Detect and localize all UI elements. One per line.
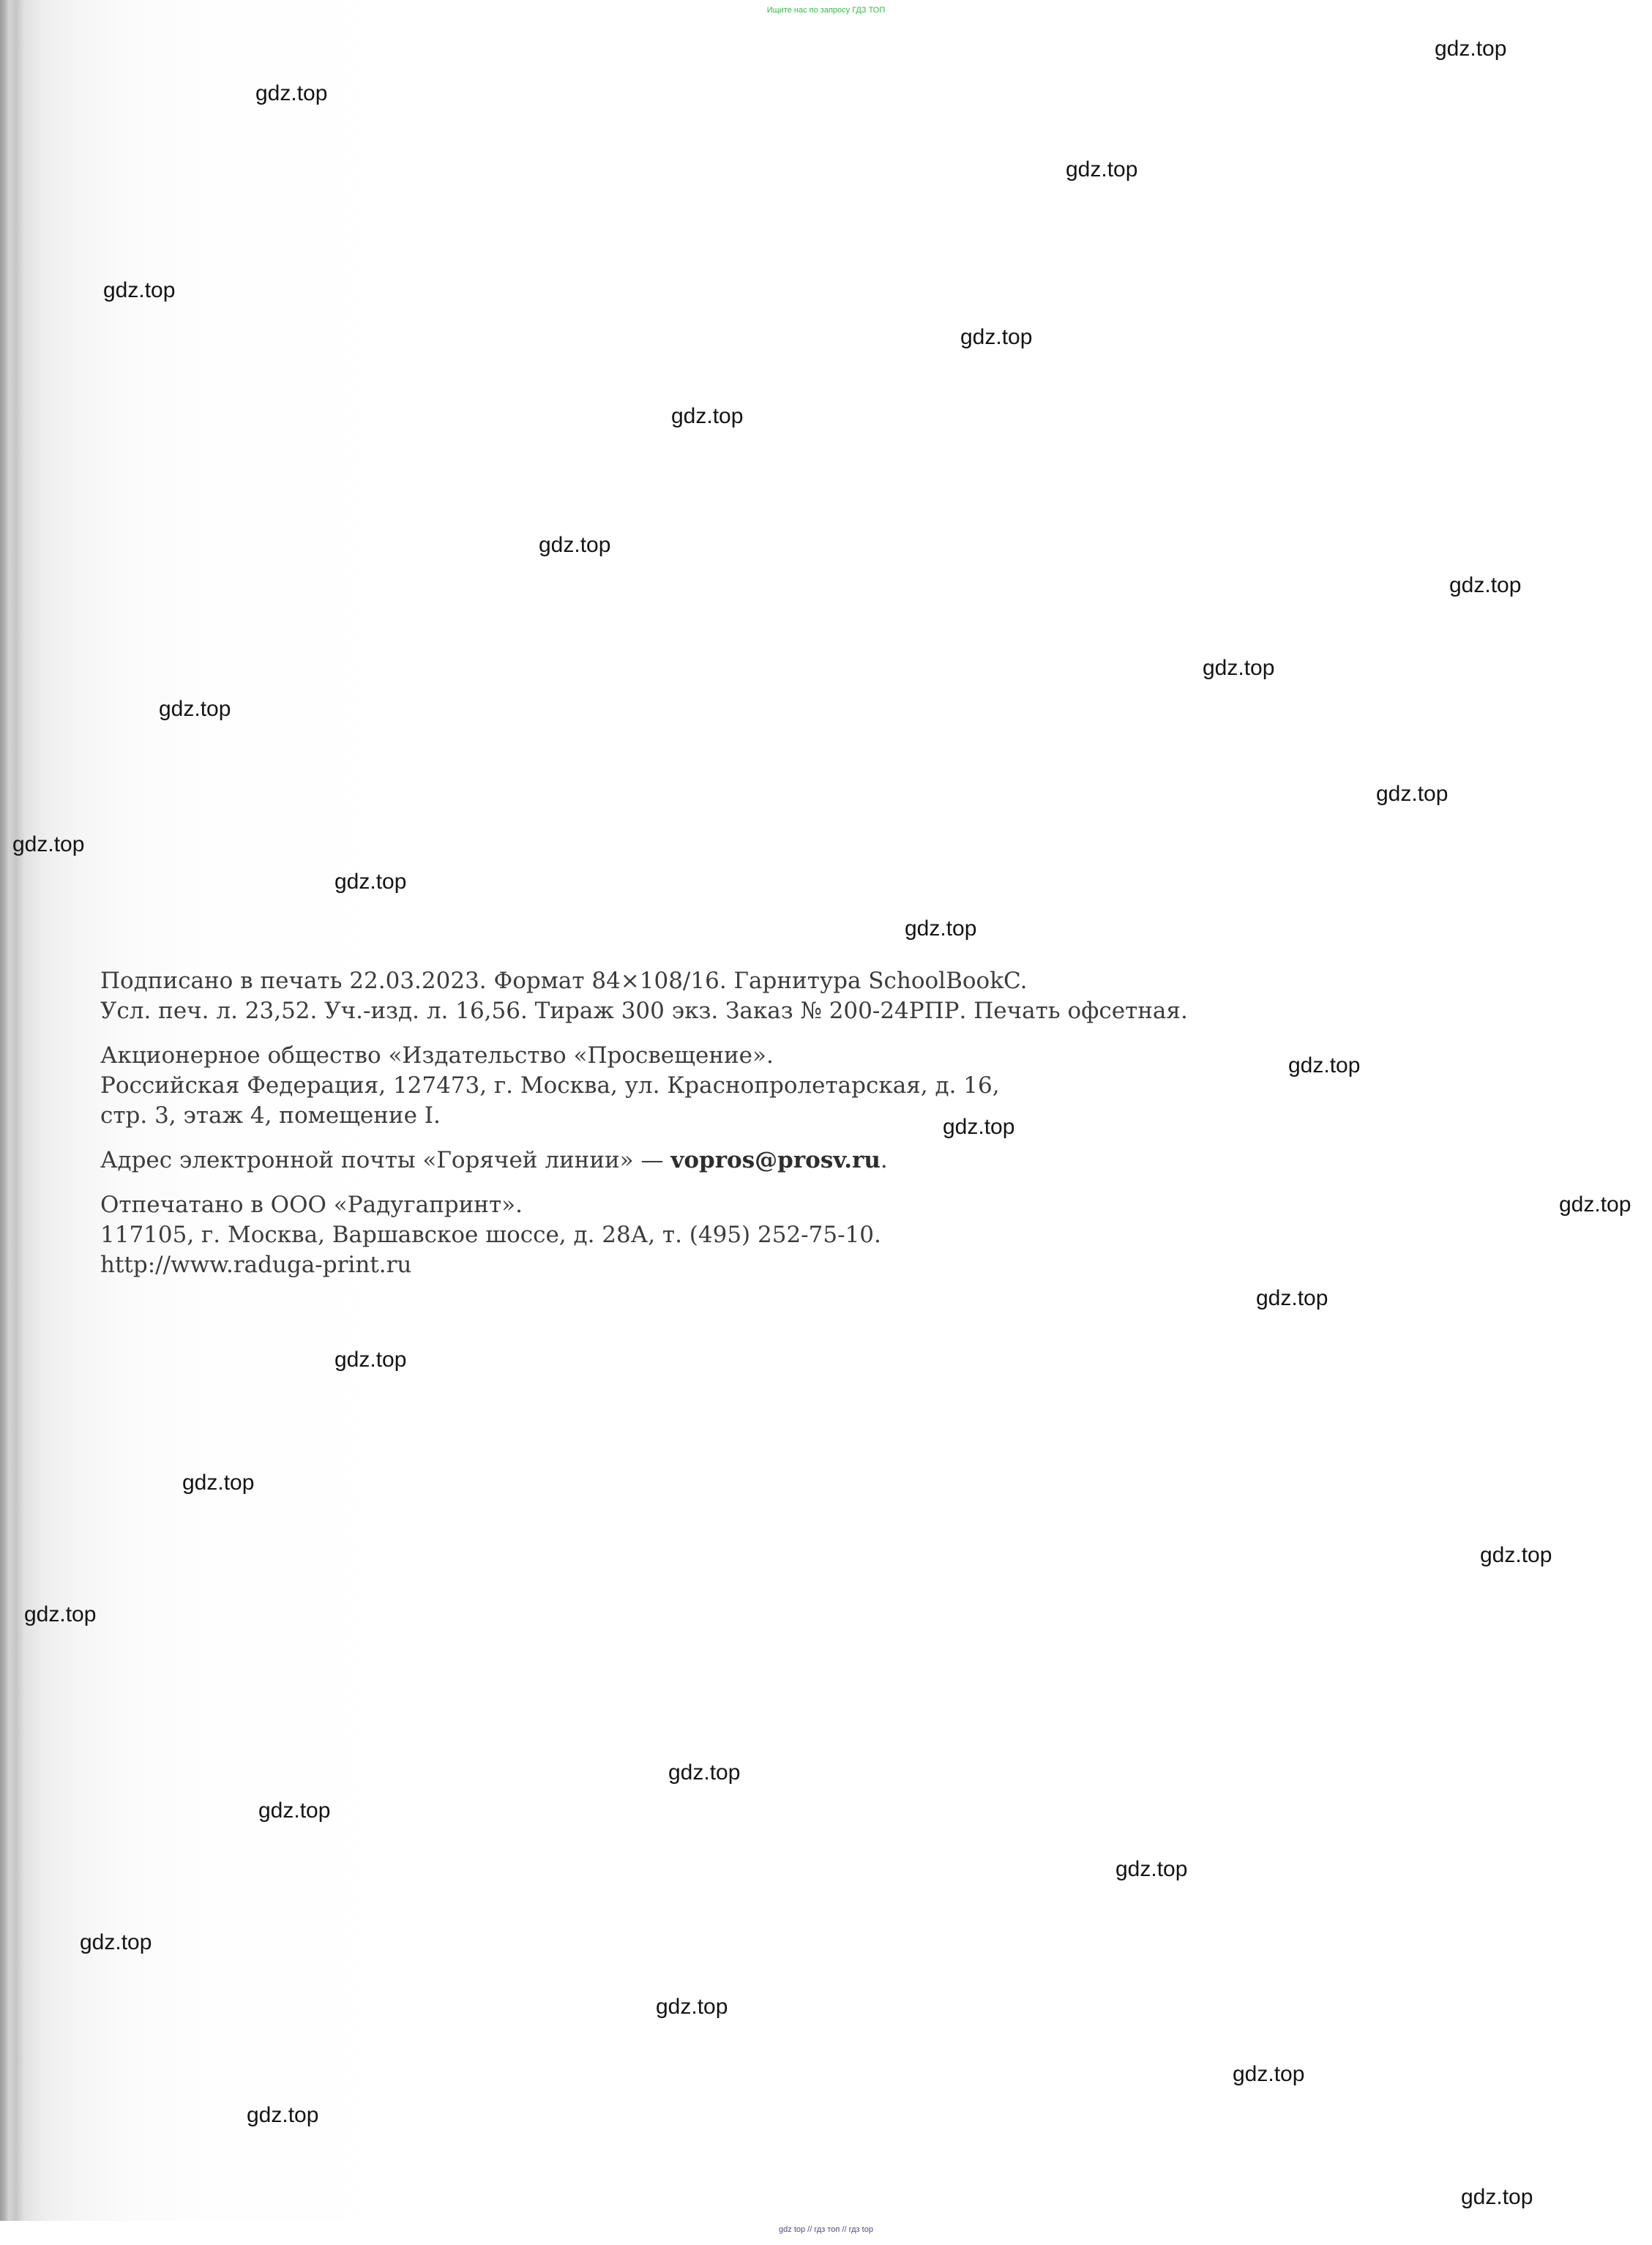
publisher-info xyxy=(100,1041,1491,1131)
watermark: gdz.top xyxy=(1559,1192,1632,1217)
watermark: gdz.top xyxy=(539,533,611,557)
watermark: gdz.top xyxy=(1435,37,1507,61)
printer-address: 117105, г. Москва, Варшавское шоссе, д. 28А, т. (495) 252-75-10. xyxy=(100,1222,881,1248)
watermark: gdz.top xyxy=(159,697,231,721)
printer-name: Отпечатано в ООО «Радугапринт». xyxy=(100,1192,523,1218)
watermark: gdz.top xyxy=(1449,573,1522,597)
hotline-email: vopros@prosv.ru xyxy=(670,1147,881,1173)
watermark: gdz.top xyxy=(656,1995,728,2019)
watermark: gdz.top xyxy=(334,1348,407,1372)
hotline-label: Адрес электронной почты «Горячей линии» — xyxy=(100,1147,671,1173)
watermark: gdz.top xyxy=(1480,1543,1552,1567)
watermark: gdz.top xyxy=(1288,1053,1361,1077)
imprint-block xyxy=(100,966,1491,1295)
hotline-line xyxy=(100,1146,1491,1176)
watermark: gdz.top xyxy=(668,1760,741,1785)
print-info-line: Подписано в печать 22.03.2023. Формат 84×108/16. Гарнитура SchoolBookC. xyxy=(100,968,1028,994)
bottom-banner: gdz top // гдз топ // гдз top xyxy=(779,2225,873,2234)
watermark: gdz.top xyxy=(1066,157,1138,182)
watermark: gdz.top xyxy=(1256,1286,1328,1310)
watermark: gdz.top xyxy=(182,1471,255,1495)
print-info xyxy=(100,966,1491,1026)
page-spine-shadow xyxy=(0,0,9,2221)
publisher-address: Российская Федерация, 127473, г. Москва, ул. Краснопролетарская, д. 16, xyxy=(100,1072,1000,1099)
watermark: gdz.top xyxy=(1461,2185,1533,2209)
watermark: gdz.top xyxy=(258,1798,331,1823)
watermark: gdz.top xyxy=(943,1115,1015,1139)
hotline-info xyxy=(100,1146,1491,1176)
watermark: gdz.top xyxy=(905,916,977,941)
publisher-name: Акционерное общество «Издательство «Просвещение». xyxy=(100,1042,774,1069)
watermark: gdz.top xyxy=(24,1602,97,1626)
watermark: gdz.top xyxy=(1233,2062,1305,2086)
watermark: gdz.top xyxy=(334,870,407,894)
watermark: gdz.top xyxy=(960,325,1033,349)
top-banner: Ищите нас по запросу ГДЗ ТОП xyxy=(766,6,886,15)
watermark: gdz.top xyxy=(247,2103,319,2127)
watermark: gdz.top xyxy=(255,81,328,105)
printer-url: http://www.raduga-print.ru xyxy=(100,1252,412,1278)
watermark: gdz.top xyxy=(103,278,176,302)
watermark: gdz.top xyxy=(80,1930,152,1954)
hotline-suffix: . xyxy=(880,1147,888,1173)
watermark: gdz.top xyxy=(1115,1857,1188,1881)
print-info-line: Усл. печ. л. 23,52. Уч.-изд. л. 16,56. Тираж 300 экз. Заказ № 200-24РПР. Печать офсетная. xyxy=(100,998,1188,1024)
watermark: gdz.top xyxy=(1203,656,1275,680)
publisher-address: стр. 3, этаж 4, помещение I. xyxy=(100,1102,441,1129)
watermark: gdz.top xyxy=(1376,782,1449,806)
watermark: gdz.top xyxy=(671,404,744,428)
watermark: gdz.top xyxy=(12,832,85,856)
printer-info xyxy=(100,1190,1491,1280)
